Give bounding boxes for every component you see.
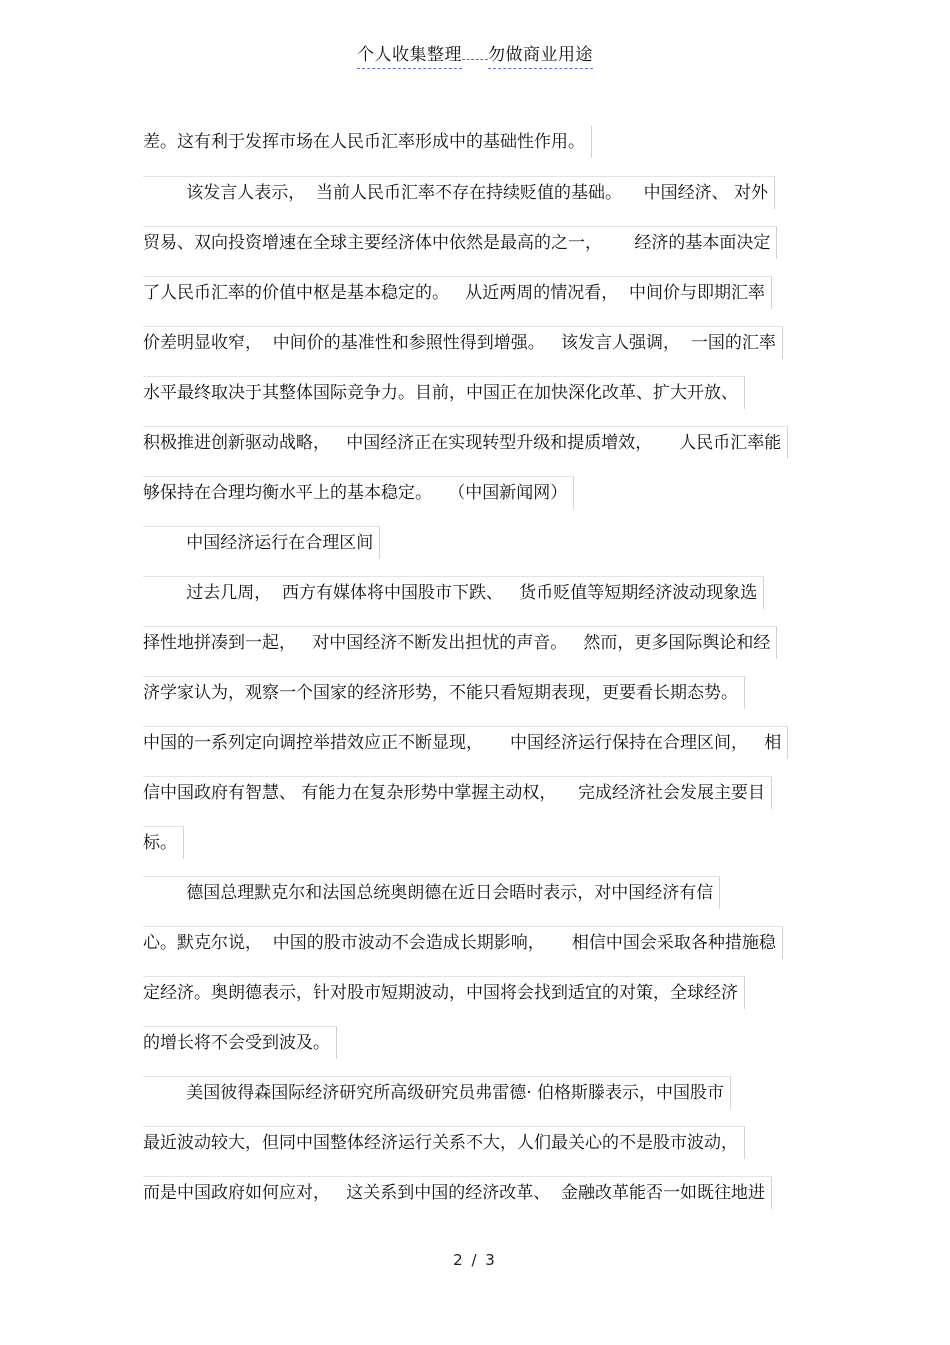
text-line: 了人民币汇率的价值中枢是基本稳定的。 从近两周的情况看， 中间价与即期汇率: [143, 276, 772, 309]
header-right-text: 勿做商业用途: [488, 45, 593, 69]
header-left-text: 个人收集整理: [357, 45, 462, 69]
text-line: 贸易、双向投资增速在全球主要经济体中依然是最高的之一， 经济的基本面决定: [143, 226, 777, 259]
section-heading: 中国经济运行在合理区间: [143, 526, 380, 559]
header-gap: [462, 56, 488, 60]
text-line: 中国的一系列定向调控举措效应正不断显现， 中国经济运行保持在合理区间， 相: [143, 726, 788, 759]
text-line: 差。这有利于发挥市场在人民币汇率形成中的基础性作用。: [143, 126, 592, 158]
text-line: 价差明显收窄， 中间价的基准性和参照性得到增强。 该发言人强调， 一国的汇率: [143, 326, 783, 359]
text-line: 最近波动较大，但同中国整体经济运行关系不大，人们最关心的不是股市波动，: [143, 1126, 745, 1159]
text-line: 心。默克尔说， 中国的股市波动不会造成长期影响， 相信中国会采取各种措施稳: [143, 926, 783, 959]
text-line: 过去几周， 西方有媒体将中国股市下跌、 货币贬值等短期经济波动现象选: [143, 576, 764, 609]
text-line: 够保持在合理均衡水平上的基本稳定。 （中国新闻网）: [143, 476, 574, 509]
text-line: 而是中国政府如何应对， 这关系到中国的经济改革、 金融改革能否一如既往地进: [143, 1176, 772, 1209]
page-header: [0, 40, 950, 65]
text-line: 德国总理默克尔和法国总统奥朗德在近日会晤时表示，对中国经济有信: [143, 876, 720, 909]
text-line: 美国彼得森国际经济研究所高级研究员弗雷德· 伯格斯滕表示，中国股市: [143, 1076, 731, 1109]
text-line: 的增长将不会受到波及。: [143, 1026, 337, 1059]
text-line: 积极推进创新驱动战略， 中国经济正在实现转型升级和提质增效， 人民币汇率能: [143, 426, 788, 459]
page-number: 2 / 3: [453, 1251, 497, 1269]
text-line: 标。: [143, 826, 184, 859]
text-line: 济学家认为，观察一个国家的经济形势，不能只看短期表现，更要看长期态势。: [143, 676, 745, 709]
text-line: 择性地拼凑到一起， 对中国经济不断发出担忧的声音。 然而，更多国际舆论和经: [143, 626, 777, 659]
text-line: 信中国政府有智慧、 有能力在复杂形势中掌握主动权， 完成经济社会发展主要目: [143, 776, 772, 809]
text-line: 该发言人表示， 当前人民币汇率不存在持续贬值的基础。 中国经济、 对外: [143, 176, 775, 209]
text-line: 水平最终取决于其整体国际竞争力。目前，中国正在加快深化改革、扩大开放、: [143, 376, 745, 409]
text-line: 定经济。奥朗德表示，针对股市短期波动，中国将会找到适宜的对策，全球经济: [143, 976, 745, 1009]
